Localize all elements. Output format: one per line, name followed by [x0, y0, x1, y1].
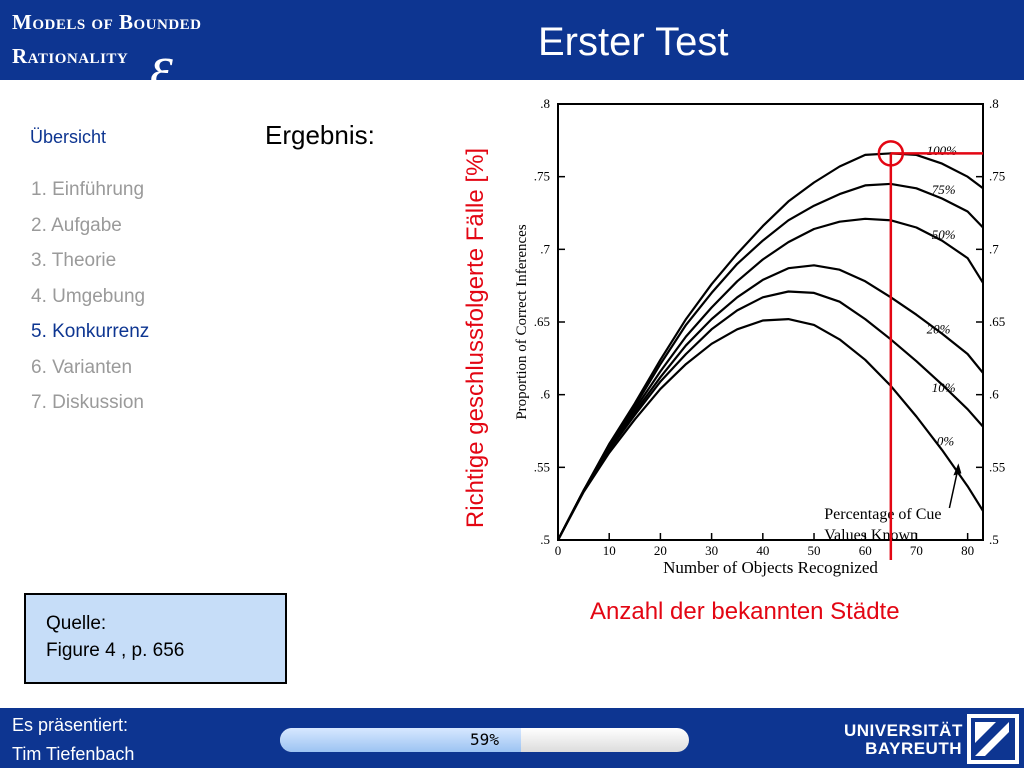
y-axis-annotation: Richtige geschlussfolgerte Fälle [%] [462, 147, 489, 529]
result-label: Ergebnis: [265, 120, 375, 150]
series-line-20pct [558, 265, 983, 540]
agenda-item-diskussion[interactable]: 7. Diskussion [31, 392, 144, 413]
x-tick-label: 70 [909, 543, 923, 558]
overview-heading[interactable]: Übersicht [30, 127, 107, 147]
y-tick-label-left: .55 [533, 459, 550, 475]
x-tick-label: 80 [961, 543, 975, 558]
arrow-shaft [949, 471, 957, 508]
y-tick-label-left: .8 [540, 96, 550, 111]
results-chart [500, 90, 1020, 590]
series-line-100pct [558, 153, 983, 540]
y-tick-label-left: .6 [540, 386, 550, 402]
y-tick-label-right: .55 [989, 459, 1006, 475]
logo-mark: ε [150, 34, 173, 99]
university-name-line-2: BAYREUTH [865, 739, 962, 758]
y-tick-label-right: .65 [989, 314, 1006, 329]
university-mark-icon [966, 713, 1020, 765]
university-name-line-1: UNIVERSITÄT [844, 721, 963, 740]
series-label-100pct: 100% [926, 142, 958, 158]
x-tick-label: 60 [858, 543, 872, 558]
x-tick-label: 30 [705, 543, 719, 558]
series-line-75pct [558, 184, 983, 540]
y-tick-label-left: .5 [540, 532, 550, 547]
y-axis-title: Proportion of Correct Inferences [514, 224, 530, 420]
x-axis-title: Number of Objects Recognized [663, 558, 878, 577]
y-tick-label-left: .65 [533, 314, 550, 329]
cue-annotation-line-1: Percentage of Cue [824, 505, 942, 523]
series-lines [558, 153, 983, 540]
y-tick-label-right: .6 [989, 386, 999, 402]
x-tick-label: 20 [653, 543, 667, 558]
source-box [24, 593, 287, 684]
x-tick-label: 40 [756, 543, 770, 558]
y-tick-label-right: .8 [989, 96, 999, 111]
agenda-list [31, 172, 149, 421]
series-label-20pct: 20% [926, 321, 951, 337]
slide-title: Erster Test [538, 20, 729, 64]
series-line-10pct [558, 292, 983, 541]
agenda-item-aufgabe[interactable]: 2. Aufgabe [31, 214, 122, 236]
header-bar [0, 0, 1024, 99]
y-tick-label-left: .7 [540, 241, 550, 257]
logo-text-line-2: Rationality [12, 44, 129, 68]
x-axis-annotation: Anzahl der bekannten Städte [590, 598, 900, 625]
y-tick-label-left: .75 [533, 168, 550, 184]
agenda-item-theorie[interactable]: 3. Theorie [31, 250, 117, 271]
progress-text: 59% [470, 730, 499, 749]
cue-annotation-line-2: Values Known [824, 527, 919, 544]
x-tick-label: 10 [602, 543, 616, 558]
highlight-marker [879, 141, 983, 560]
source-reference: Figure 4 , p. 656 [46, 640, 185, 661]
x-tick-label: 0 [554, 543, 562, 558]
agenda-item-umgebung[interactable]: 4. Umgebung [31, 285, 146, 307]
y-tick-label-right: .75 [989, 168, 1006, 184]
agenda-item-einfuehrung[interactable]: 1. Einführung [31, 179, 145, 200]
source-label: Quelle: [46, 613, 107, 634]
logo-text-line-1: Models of Bounded [12, 10, 202, 34]
university-logo [844, 719, 1020, 765]
plot-frame [558, 104, 983, 540]
presenter-name: Tim Tiefenbach [12, 744, 135, 764]
series-line-50pct [558, 219, 983, 540]
y-tick-label-right: .5 [989, 532, 999, 547]
progress-bar [280, 728, 689, 752]
agenda-item-varianten[interactable]: 6. Varianten [31, 356, 133, 378]
series-label-0pct: 0% [936, 433, 955, 449]
y-tick-label-right: .7 [989, 241, 999, 257]
presenter-label: Es präsentiert: [12, 715, 129, 735]
series-labels [927, 143, 958, 449]
series-label-75pct: 75% [931, 182, 956, 198]
x-tick-label: 50 [807, 543, 821, 558]
series-label-10pct: 10% [931, 379, 956, 395]
plot-border [558, 104, 983, 540]
agenda-item-konkurrenz[interactable]: 5. Konkurrenz [31, 321, 150, 342]
series-label-50pct: 50% [931, 227, 956, 243]
